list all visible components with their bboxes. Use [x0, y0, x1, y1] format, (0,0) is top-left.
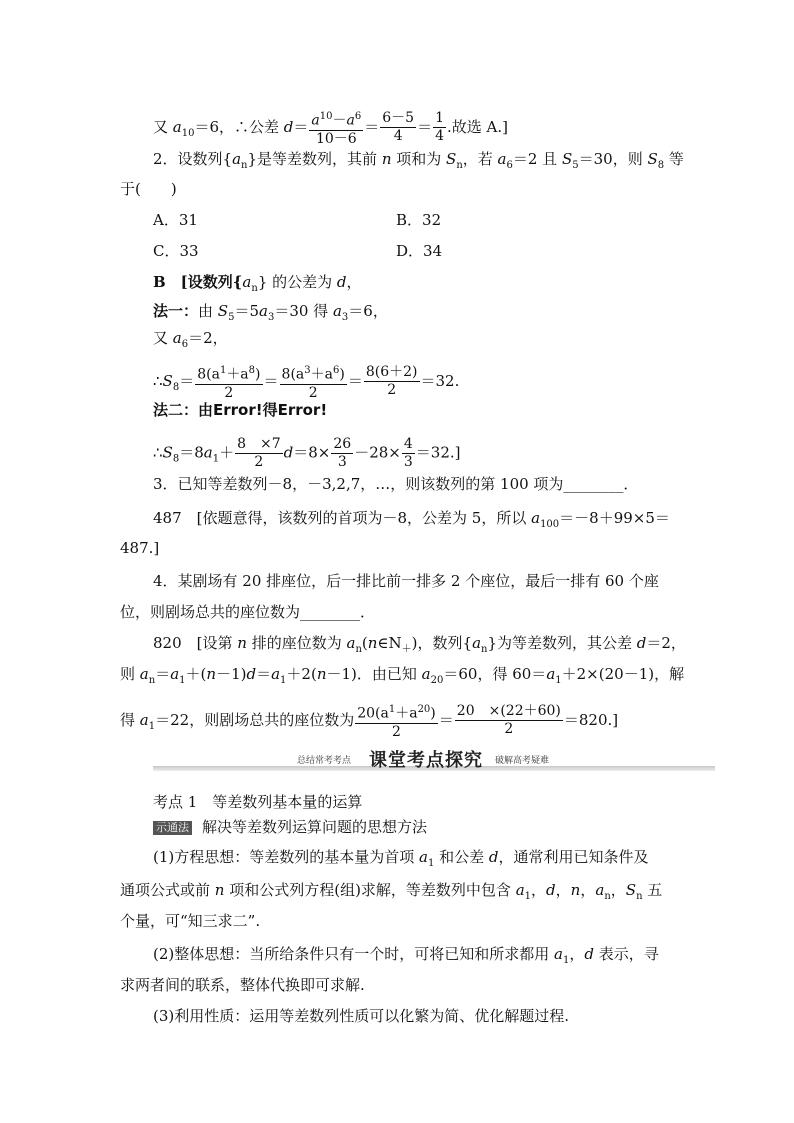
- var: d: [636, 634, 647, 652]
- method-label: 法一：: [153, 302, 199, 320]
- subscript: n: [251, 283, 258, 294]
- text: ＝22，则剧场总共的座位数为: [155, 710, 355, 729]
- fraction: [235, 436, 283, 471]
- point-2-cont: 求两者间的联系，整体代换即可求解.: [120, 976, 365, 994]
- text: ＋2(: [286, 665, 317, 683]
- var: S: [561, 150, 573, 168]
- text: }为等差数列，其公差: [487, 634, 637, 652]
- text: 487 [依题意得，该数列的首项为－8，公差为 5，所以: [153, 509, 532, 527]
- var: a: [232, 150, 242, 168]
- numerator: 1: [435, 110, 445, 127]
- section-banner: [153, 748, 715, 772]
- sup: 10: [319, 111, 333, 122]
- method-tag: 示通法: [153, 821, 192, 835]
- var: a: [170, 665, 180, 683]
- var: a: [546, 665, 556, 683]
- text: ＝8×: [293, 443, 331, 462]
- text: 又: [153, 329, 173, 347]
- question-3: 3．已知等差数列－8，－3,2,7，…，则该数列的第 100 项为________．: [153, 475, 639, 493]
- var: a: [259, 302, 268, 320]
- var: d: [246, 665, 257, 683]
- text: ，通常利用已知条件及: [498, 848, 649, 866]
- text: 2．设数列{: [153, 150, 233, 168]
- text: ，: [531, 881, 547, 899]
- banner-left-text: 总结常考考点: [297, 756, 352, 766]
- var: a: [271, 665, 281, 683]
- var: a: [346, 112, 355, 129]
- subscript: n: [636, 891, 643, 902]
- text: 由: [198, 302, 218, 320]
- text: ＋2×(20－1)，解: [561, 665, 685, 683]
- text: (: [361, 634, 368, 652]
- fraction: [280, 362, 347, 402]
- denominator: 3: [403, 454, 413, 470]
- var: S: [162, 443, 173, 462]
- text: ＝: [179, 371, 195, 390]
- option-c: C．33: [153, 242, 199, 260]
- text: }是等差数列，其前: [247, 150, 382, 168]
- var: d: [283, 117, 294, 136]
- point-3: (3)利用性质：运用等差数列性质可以化繁为简、优化解题过程.: [153, 1007, 570, 1025]
- text: 和公差: [434, 848, 489, 866]
- fraction: [455, 703, 563, 738]
- text: 五: [642, 881, 663, 899]
- text: ＝2，: [188, 329, 228, 347]
- method-1-cont: [153, 328, 228, 355]
- num: ＋a: [310, 366, 333, 383]
- denominator: 2: [224, 384, 234, 401]
- var: n: [316, 665, 327, 683]
- subscript: n: [604, 891, 611, 902]
- subscript: n: [148, 675, 156, 686]
- denominator: 4: [435, 128, 445, 145]
- answer-3-cont: 487.]: [120, 539, 160, 557]
- subscript: 3: [267, 312, 275, 323]
- point-1-cont: [120, 880, 662, 907]
- var: n: [214, 881, 225, 899]
- var: a: [332, 302, 342, 320]
- var: S: [625, 881, 637, 899]
- num: ＋a: [395, 705, 418, 722]
- var: S: [647, 150, 658, 168]
- sup: 6: [354, 111, 362, 122]
- text: ＝: [155, 665, 171, 683]
- var: a: [421, 665, 431, 683]
- text: ＝32.: [420, 371, 460, 390]
- subscript: ＋: [401, 644, 412, 655]
- text: －1)．由已知: [326, 665, 422, 683]
- num: ): [255, 366, 261, 383]
- sup: 3: [304, 365, 311, 376]
- text: ＋: [219, 443, 235, 462]
- subscript: 100: [540, 519, 560, 530]
- var: n: [367, 634, 378, 652]
- text: .故选 A.]: [447, 117, 509, 136]
- op: －: [332, 112, 347, 129]
- subscript: 1: [562, 955, 570, 966]
- var: d: [336, 273, 347, 291]
- banner-right-text: 破解高考疑难: [495, 756, 550, 766]
- var: n: [206, 665, 217, 683]
- fraction: [355, 701, 438, 741]
- method-2-sum: [153, 436, 461, 471]
- question-2: [153, 149, 684, 176]
- text: ＝820.]: [563, 710, 619, 729]
- numerator: 20 ×(22＋60): [456, 703, 561, 720]
- subscript: 1: [179, 675, 186, 686]
- var: a: [472, 634, 482, 652]
- text: ＝: [438, 710, 454, 729]
- subscript: 8: [172, 381, 180, 393]
- subscript: 3: [341, 312, 349, 323]
- method-1: [153, 301, 388, 328]
- text: (2)整体思想：当所给条件只有一个时，可将已知和所求都用: [153, 945, 555, 963]
- var: a: [139, 710, 149, 729]
- subscript: n: [481, 644, 488, 655]
- point-2: [153, 944, 659, 971]
- denominator: 2: [387, 382, 397, 399]
- var: a: [311, 112, 320, 129]
- var: S: [217, 302, 229, 320]
- text: 则: [120, 665, 140, 683]
- var: a: [515, 881, 525, 899]
- var: n: [237, 634, 247, 652]
- sup: 6: [332, 365, 340, 376]
- subscript: 8: [172, 453, 180, 465]
- text: )，数列{: [411, 634, 473, 652]
- topic-heading: [153, 792, 362, 812]
- var: a: [242, 273, 252, 291]
- text: } 的公差为: [257, 273, 337, 291]
- text: ∴: [153, 371, 163, 390]
- text: 项和公式列方程(组)求解，等差数列中包含: [224, 881, 516, 899]
- answer-line-1: [153, 272, 362, 299]
- point-1-cont-2: 个量，可“知三求二”.: [120, 912, 261, 930]
- text: ＝: [417, 117, 433, 136]
- text: ＝: [364, 117, 380, 136]
- subscript: 1: [212, 453, 220, 465]
- num: ＋a: [226, 366, 249, 383]
- var: d: [546, 881, 556, 899]
- denominator: 2: [392, 723, 401, 740]
- text: －28×: [354, 443, 401, 462]
- sup: 1: [388, 704, 396, 715]
- var: a: [595, 881, 605, 899]
- method-2: 法二：由Error!得Error!: [153, 401, 328, 419]
- fraction: [364, 364, 420, 399]
- var: a: [203, 443, 213, 462]
- var: n: [381, 150, 392, 168]
- subscript: n: [355, 644, 362, 655]
- text: ∴: [153, 443, 163, 462]
- subscript: 20: [430, 675, 444, 686]
- method-title: 解决等差数列运算问题的思想方法: [202, 818, 428, 836]
- var: a: [172, 117, 182, 136]
- subscript: 6: [506, 160, 513, 171]
- method-1-sum: [153, 362, 459, 402]
- fraction: [195, 362, 262, 402]
- subscript: n: [456, 160, 463, 171]
- point-1: [153, 847, 649, 874]
- subscript: 1: [427, 858, 435, 869]
- text: ，: [610, 881, 626, 899]
- text: ＝6，∴公差: [194, 117, 284, 136]
- subscript: 10: [181, 127, 195, 139]
- text: ＝: [293, 117, 309, 136]
- num: ): [430, 705, 436, 722]
- var: a: [554, 945, 563, 963]
- subscript: 8: [657, 160, 665, 171]
- text: ∈N: [377, 634, 402, 652]
- method-heading: [153, 817, 427, 837]
- var: a: [139, 665, 149, 683]
- fraction: [402, 436, 415, 471]
- text: ＝6，: [348, 302, 388, 320]
- solution-line-1: [153, 108, 508, 148]
- text: ＝: [263, 371, 279, 390]
- text: ＝2 且: [512, 150, 562, 168]
- question-2-cont: 于( ): [120, 180, 177, 198]
- denominator: 4: [393, 128, 403, 145]
- option-d: D．34: [396, 242, 443, 260]
- subscript: 5: [572, 160, 579, 171]
- sup: 1: [219, 365, 227, 376]
- text: (1)方程思想：等差数列的基本量为首项: [153, 848, 420, 866]
- text: ，: [569, 945, 585, 963]
- option-a: A．31: [153, 211, 198, 229]
- text: 通项公式或前: [120, 881, 215, 899]
- fraction: [309, 108, 363, 148]
- text: 820 [设第: [153, 634, 238, 652]
- numerator: 26: [333, 436, 352, 452]
- text: ，: [346, 273, 362, 291]
- subscript: 6: [181, 339, 189, 350]
- option-b: B．32: [396, 211, 442, 229]
- denominator: 2: [308, 384, 318, 401]
- var: a: [497, 150, 507, 168]
- text: ＋(: [185, 665, 207, 683]
- var: S: [446, 150, 457, 168]
- text: 排的座位数为: [246, 634, 347, 652]
- fraction: [380, 110, 416, 145]
- answer-4-line-3: [120, 701, 618, 741]
- subscript: 1: [555, 675, 562, 686]
- var: d: [584, 945, 594, 963]
- text: ＝: [256, 665, 272, 683]
- var: a: [419, 848, 428, 866]
- text: 又: [153, 117, 173, 136]
- subscript: 1: [524, 891, 532, 902]
- text: 等: [664, 150, 684, 168]
- numerator: 6－5: [382, 110, 415, 127]
- subscript: 1: [280, 675, 287, 686]
- text: ＝60，得 60＝: [443, 665, 547, 683]
- numerator: 8(6＋2): [365, 364, 418, 381]
- question-4: 4．某剧场有 20 排座位，后一排比前一排多 2 个座位，最后一排有 60 个座: [153, 572, 659, 590]
- num: ): [339, 366, 345, 383]
- numerator: 4: [403, 436, 413, 452]
- banner-title: 课堂考点探究: [369, 750, 483, 771]
- fraction: [433, 110, 446, 145]
- var: d: [488, 848, 499, 866]
- var: d: [283, 443, 294, 462]
- subscript: n: [241, 160, 248, 171]
- denominator: 2: [254, 454, 264, 470]
- text: ＝8: [179, 443, 204, 462]
- num: 8(a: [197, 366, 220, 383]
- numerator: 8 ×7: [237, 436, 281, 452]
- text: ，: [555, 881, 571, 899]
- text: B [设数列{: [153, 273, 243, 291]
- topic-title: 考点 1 等差数列基本量的运算: [153, 793, 363, 811]
- var: S: [162, 371, 173, 390]
- denominator: 2: [504, 721, 514, 738]
- num: 20(a: [357, 705, 389, 722]
- num: 8(a: [281, 366, 305, 383]
- text: 得: [120, 710, 140, 729]
- subscript: 1: [148, 720, 156, 732]
- text: ＝2，: [646, 634, 686, 652]
- text: ＝－8＋99×5＝: [559, 509, 670, 527]
- var: a: [531, 509, 541, 527]
- text: ＝32.]: [415, 443, 461, 462]
- question-4-cont: 位，则剧场总共的座位数为________．: [120, 603, 376, 621]
- text: ，若: [462, 150, 498, 168]
- var: a: [346, 634, 356, 652]
- denominator: 3: [337, 454, 347, 470]
- text: ＝30，则: [578, 150, 648, 168]
- denominator: 10－6: [315, 130, 357, 147]
- fraction: [331, 436, 353, 471]
- sup: 8: [248, 365, 256, 376]
- subscript: 5: [228, 312, 235, 323]
- text: ＝: [347, 371, 363, 390]
- text: ＝5: [234, 302, 259, 320]
- text: ＝30 得: [274, 302, 333, 320]
- var: n: [570, 881, 581, 899]
- text: 项和为: [391, 150, 447, 168]
- sup: 20: [417, 704, 431, 715]
- answer-4-line-1: [153, 633, 686, 660]
- text: ，: [580, 881, 596, 899]
- answer-3: [153, 508, 670, 535]
- var: a: [172, 329, 182, 347]
- text: －1): [216, 665, 247, 683]
- text: 表示，寻: [593, 945, 659, 963]
- answer-4-line-2: [120, 664, 684, 691]
